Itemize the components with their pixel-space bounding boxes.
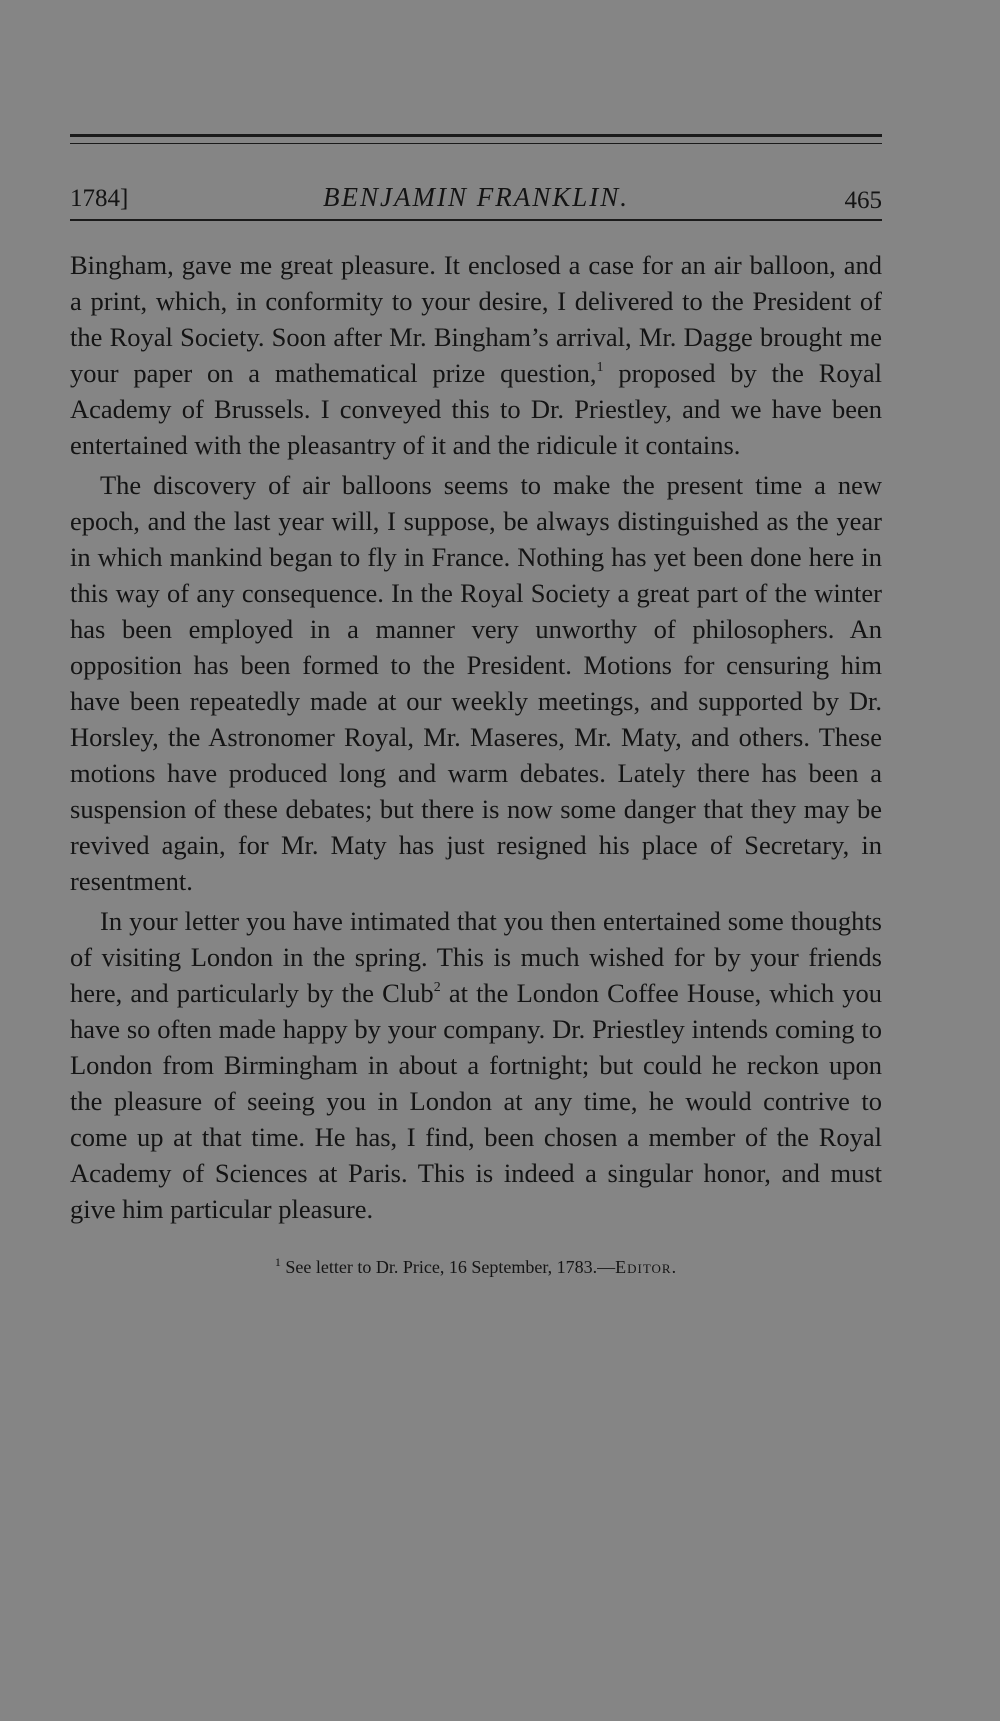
header-year: 1784]: [70, 185, 129, 212]
header-rule: [70, 219, 882, 221]
paragraph-3-part-a: In your letter you have intimated that you then entertained some thoughts of visiting London in the spring. This is much wished for by your friends here, and particularly by the Club: [70, 906, 882, 1008]
paragraph-1-part-a: Bingham, gave me great pleasure. It enclosed a case for an air balloon, and a print, which, in conformity to your desire, I delivered to the President of the Royal Society. Soon after Mr. Bingham’s arrival, Mr. Dagge brought me your paper on a mathematical prize question,: [70, 250, 882, 388]
page-number: 465: [844, 187, 882, 214]
footnote-text: See letter to Dr. Price, 16 September, 1783.—: [285, 1257, 616, 1277]
footnote-reference-2: 2: [433, 980, 441, 995]
running-head: [70, 144, 882, 214]
paragraph-1: [70, 247, 882, 463]
footnote-mark: 1: [274, 1255, 281, 1269]
footnote-reference-1: 1: [596, 360, 604, 375]
top-rule-thick: [70, 134, 882, 137]
book-page: [70, 134, 882, 1279]
header-title: BENJAMIN FRANKLIN.: [323, 182, 629, 212]
paragraph-3: [70, 903, 882, 1227]
paragraph-3-part-b: at the London Coffee House, which you have so often made happy by your company. Dr. Priestley intends coming to London from Birmingham in about a fortnight; but could he reckon upon the pleasure of seeing you in London at any time, he would contrive to come up at that time. He has, I find, been chosen a member of the Royal Academy of Sciences at Paris. This is indeed a singular honor, and must give him particular pleasure.: [70, 978, 882, 1224]
paragraph-1-part-b: proposed by the Royal Academy of Brussels. I conveyed this to Dr. Priestley, and we have been entertained with the pleasantry of it and the ridicule it contains.: [70, 358, 882, 460]
footnote-signature: Editor.: [615, 1257, 678, 1277]
paragraph-2: The discovery of air balloons seems to make the present time a new epoch, and the last year will, I suppose, be always distinguished as the year in which mankind began to fly in France. Nothing has yet been done here in this way of any consequence. In the Royal Society a great part of the winter has been employed in a manner very unworthy of philosophers. An opposition has been formed to the President. Motions for censuring him have been repeatedly made at our weekly meetings, and supported by Dr. Horsley, the Astronomer Royal, Mr. Maseres, Mr. Maty, and others. These motions have produced long and warm debates. Lately there has been a suspension of these debates; but there is now some danger that they may be revived again, for Mr. Maty has just resigned his place of Secretary, in resentment.: [70, 470, 882, 896]
letter-body: [70, 247, 882, 1227]
footnote: [70, 1255, 882, 1279]
